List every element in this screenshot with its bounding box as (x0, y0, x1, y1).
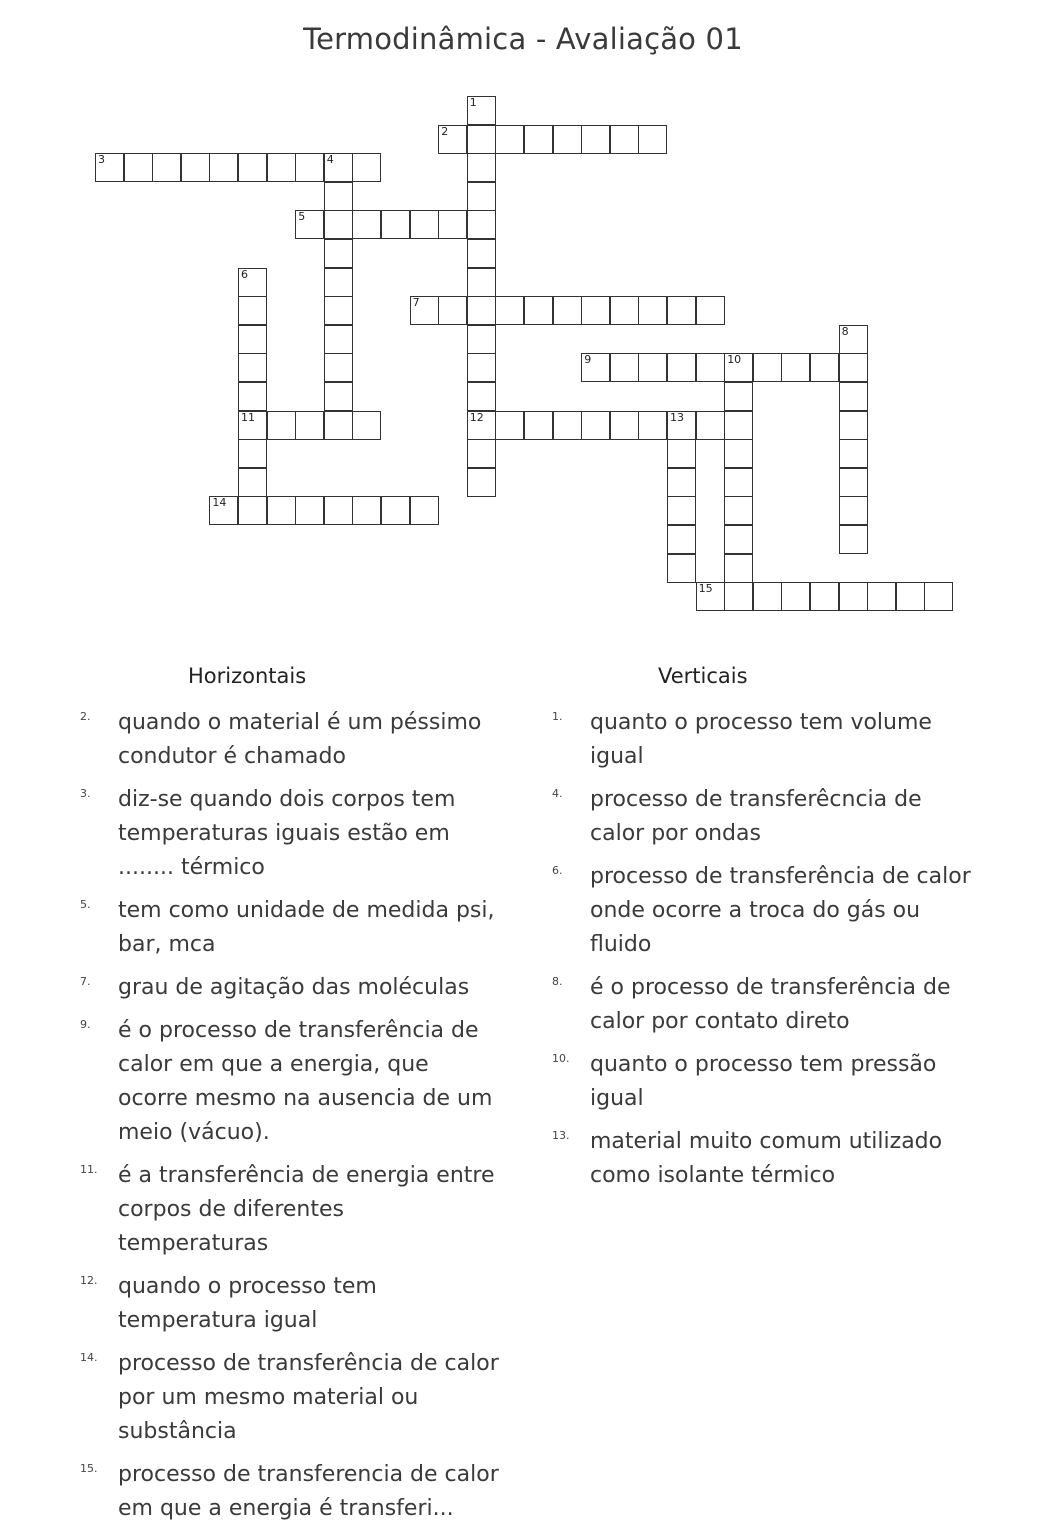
cell-number: 5 (298, 210, 306, 224)
clue-text: é a transferência de energia entre corpos de diferentes temperaturas (118, 1163, 495, 1256)
clue-text: é o processo de transferência de calor em que a energia, que ocorre mesmo na ausencia de um meio (vácuo). (118, 1018, 493, 1145)
crossword-cell[interactable] (152, 153, 181, 182)
clue-item (80, 971, 500, 1005)
crossword-cell[interactable] (610, 296, 639, 325)
crossword-cell[interactable] (753, 582, 782, 611)
crossword-cell[interactable] (553, 125, 582, 154)
crossword-cell[interactable] (238, 496, 267, 525)
clue-item (80, 1014, 500, 1150)
clue-text: quando o material é um péssimo condutor é chamado (118, 710, 482, 769)
cell-number: 13 (670, 410, 684, 424)
crossword-cell[interactable] (581, 125, 610, 154)
crossword-cell[interactable] (324, 268, 353, 297)
clue-text: tem como unidade de medida psi, bar, mca (118, 898, 495, 957)
cell-number: 2 (441, 124, 449, 138)
crossword-cell[interactable] (724, 382, 753, 411)
cell-number: 4 (326, 153, 334, 167)
crossword-cell[interactable] (610, 353, 639, 382)
crossword-cell[interactable] (524, 296, 553, 325)
page-title: Termodinâmica - Avaliação 01 (303, 22, 743, 56)
crossword-cell[interactable] (124, 153, 153, 182)
clue-number: 8. (552, 975, 563, 988)
crossword-cell[interactable] (638, 411, 667, 440)
crossword-cell[interactable] (610, 411, 639, 440)
crossword-cell[interactable] (924, 582, 953, 611)
clue-number: 1. (552, 710, 563, 723)
crossword-cell[interactable] (324, 325, 353, 354)
clue-number: 5. (80, 898, 91, 911)
cell-number: 8 (841, 324, 849, 338)
crossword-cell[interactable] (467, 153, 496, 182)
crossword-cell[interactable] (495, 411, 524, 440)
crossword-cell[interactable] (238, 325, 267, 354)
crossword-cell[interactable] (839, 382, 868, 411)
crossword-cell[interactable] (467, 296, 496, 325)
crossword-cell[interactable] (839, 525, 868, 554)
crossword-cell[interactable] (781, 582, 810, 611)
crossword-cell[interactable] (467, 210, 496, 239)
cell-number: 6 (241, 267, 248, 281)
crossword-cell[interactable] (781, 353, 810, 382)
clue-item (80, 706, 500, 774)
crossword-cell[interactable] (810, 582, 839, 611)
clue-number: 6. (552, 864, 563, 877)
crossword-cell[interactable] (238, 353, 267, 382)
crossword-cell[interactable] (810, 353, 839, 382)
crossword-cell[interactable] (839, 411, 868, 440)
clue-text: é o processo de transferência de calor por contato direto (590, 975, 951, 1034)
crossword-cell[interactable] (295, 496, 324, 525)
crossword-cell[interactable] (209, 153, 238, 182)
crossword-cell[interactable] (753, 353, 782, 382)
crossword-cell[interactable] (696, 582, 725, 611)
clue-text: diz-se quando dois corpos tem temperaturas iguais estão em ........ térmico (118, 787, 456, 880)
crossword-cell[interactable] (324, 353, 353, 382)
crossword-cell[interactable] (839, 325, 868, 354)
crossword-cell[interactable] (267, 153, 296, 182)
crossword-cell[interactable] (667, 296, 696, 325)
crossword-cell[interactable] (467, 96, 496, 125)
clue-text: processo de transferência de calor onde ocorre a troca do gás ou fluido (590, 864, 971, 957)
crossword-cell[interactable] (267, 411, 296, 440)
clue-item (80, 1159, 500, 1261)
clue-number: 4. (552, 787, 563, 800)
clue-number: 7. (80, 975, 91, 988)
clue-item (552, 860, 972, 962)
crossword-cell[interactable] (324, 239, 353, 268)
across-clue-list (80, 706, 500, 1535)
clue-item (80, 894, 500, 962)
cell-number: 3 (98, 153, 105, 167)
crossword-cell[interactable] (438, 210, 467, 239)
crossword-cell[interactable] (467, 382, 496, 411)
crossword-cell[interactable] (181, 153, 210, 182)
down-heading: Verticais (658, 664, 748, 688)
crossword-cell[interactable] (95, 153, 124, 182)
clue-number: 9. (80, 1018, 91, 1031)
crossword-cell[interactable] (724, 525, 753, 554)
crossword-cell[interactable] (667, 439, 696, 468)
crossword-cell[interactable] (324, 210, 353, 239)
crossword-cell[interactable] (352, 153, 381, 182)
down-clue-list (552, 706, 972, 1202)
clue-item (80, 1270, 500, 1338)
clue-text: material muito comum utilizado como isolante térmico (590, 1129, 943, 1188)
clue-item (80, 783, 500, 885)
crossword-cell[interactable] (238, 468, 267, 497)
crossword-cell[interactable] (553, 411, 582, 440)
crossword-cell[interactable] (324, 296, 353, 325)
clue-item (552, 1125, 972, 1193)
crossword-cell[interactable] (324, 182, 353, 211)
clue-text: processo de transferência de calor por um mesmo material ou substância (118, 1351, 499, 1444)
crossword-cell[interactable] (238, 153, 267, 182)
crossword-cell[interactable] (381, 210, 410, 239)
crossword-grid (0, 0, 1046, 640)
crossword-cell[interactable] (524, 125, 553, 154)
crossword-cell[interactable] (410, 296, 439, 325)
crossword-cell[interactable] (295, 210, 324, 239)
cell-number: 14 (212, 496, 227, 510)
cell-number: 7 (412, 296, 420, 310)
clue-item (552, 783, 972, 851)
clue-text: grau de agitação das moléculas (118, 975, 470, 1000)
crossword-cell[interactable] (352, 210, 381, 239)
crossword-cell[interactable] (581, 411, 610, 440)
crossword-cell[interactable] (238, 411, 267, 440)
crossword-cell[interactable] (410, 496, 439, 525)
crossword-cell[interactable] (724, 411, 753, 440)
crossword-cell[interactable] (667, 411, 696, 440)
crossword-cell[interactable] (867, 582, 896, 611)
crossword-cell[interactable] (467, 268, 496, 297)
clue-number: 13. (552, 1129, 570, 1142)
crossword-cell[interactable] (724, 353, 753, 382)
crossword-cell[interactable] (295, 153, 324, 182)
crossword-cell[interactable] (238, 268, 267, 297)
cell-number: 12 (469, 410, 484, 424)
clue-text: processo de transferêcncia de calor por ondas (590, 787, 922, 846)
crossword-cell[interactable] (724, 496, 753, 525)
cell-number: 9 (584, 353, 592, 367)
crossword-cell[interactable] (696, 353, 725, 382)
clue-number: 10. (552, 1052, 570, 1065)
crossword-cell[interactable] (638, 125, 667, 154)
cell-number: 1 (469, 96, 477, 109)
crossword-cell[interactable] (438, 125, 467, 154)
clue-number: 14. (80, 1351, 98, 1364)
clue-number: 3. (80, 787, 91, 800)
crossword-cell[interactable] (581, 296, 610, 325)
crossword-cell[interactable] (381, 496, 410, 525)
crossword-cell[interactable] (667, 353, 696, 382)
crossword-cell[interactable] (238, 439, 267, 468)
crossword-cell[interactable] (839, 582, 868, 611)
crossword-cell[interactable] (467, 411, 496, 440)
clue-item (80, 1347, 500, 1449)
crossword-cell[interactable] (495, 125, 524, 154)
crossword-cell[interactable] (324, 153, 353, 182)
crossword-cell[interactable] (209, 496, 238, 525)
clue-text: quando o processo tem temperatura igual (118, 1274, 377, 1333)
clue-number: 15. (80, 1462, 98, 1475)
clue-text: quanto o processo tem volume igual (590, 710, 932, 769)
crossword-cell[interactable] (467, 439, 496, 468)
crossword-cell[interactable] (696, 411, 725, 440)
clue-number: 12. (80, 1274, 98, 1287)
crossword-cell[interactable] (839, 468, 868, 497)
crossword-cell[interactable] (352, 496, 381, 525)
crossword-cell[interactable] (667, 468, 696, 497)
clue-text: processo de transferencia de calor em que a energia é transferi... (118, 1462, 499, 1521)
clue-number: 11. (80, 1163, 98, 1176)
crossword-cell[interactable] (896, 582, 925, 611)
crossword-cell[interactable] (352, 411, 381, 440)
crossword-cell[interactable] (467, 125, 496, 154)
crossword-cell[interactable] (839, 353, 868, 382)
crossword-cell[interactable] (581, 353, 610, 382)
crossword-cell[interactable] (638, 296, 667, 325)
crossword-cell[interactable] (238, 296, 267, 325)
crossword-cell[interactable] (467, 468, 496, 497)
clue-item (552, 971, 972, 1039)
crossword-cell[interactable] (724, 582, 753, 611)
clue-item (552, 706, 972, 774)
crossword-cell[interactable] (324, 411, 353, 440)
crossword-cell[interactable] (467, 182, 496, 211)
crossword-cell[interactable] (467, 239, 496, 268)
crossword-cell[interactable] (524, 411, 553, 440)
crossword-cell[interactable] (667, 554, 696, 583)
crossword-cell[interactable] (724, 554, 753, 583)
crossword-cell[interactable] (267, 496, 296, 525)
crossword-cell[interactable] (324, 382, 353, 411)
crossword-cell[interactable] (467, 325, 496, 354)
cell-number: 10 (727, 353, 742, 367)
clue-text: quanto o processo tem pressão igual (590, 1052, 937, 1111)
clue-number: 2. (80, 710, 91, 723)
crossword-cell[interactable] (295, 411, 324, 440)
crossword-cell[interactable] (839, 439, 868, 468)
crossword-cell[interactable] (324, 496, 353, 525)
crossword-cell[interactable] (438, 296, 467, 325)
crossword-cell[interactable] (410, 210, 439, 239)
crossword-cell[interactable] (667, 525, 696, 554)
crossword-cell[interactable] (553, 296, 582, 325)
cell-number: 15 (698, 582, 713, 596)
crossword-cell[interactable] (696, 296, 725, 325)
crossword-cell[interactable] (238, 382, 267, 411)
crossword-cell[interactable] (610, 125, 639, 154)
crossword-cell[interactable] (467, 353, 496, 382)
crossword-cell[interactable] (667, 496, 696, 525)
crossword-cell[interactable] (724, 468, 753, 497)
across-heading: Horizontais (188, 664, 307, 688)
cell-number: 11 (241, 410, 255, 424)
crossword-cell[interactable] (724, 439, 753, 468)
clue-item (552, 1048, 972, 1116)
crossword-cell[interactable] (638, 353, 667, 382)
crossword-cell[interactable] (495, 296, 524, 325)
crossword-cell[interactable] (839, 496, 868, 525)
clue-item (80, 1458, 500, 1526)
